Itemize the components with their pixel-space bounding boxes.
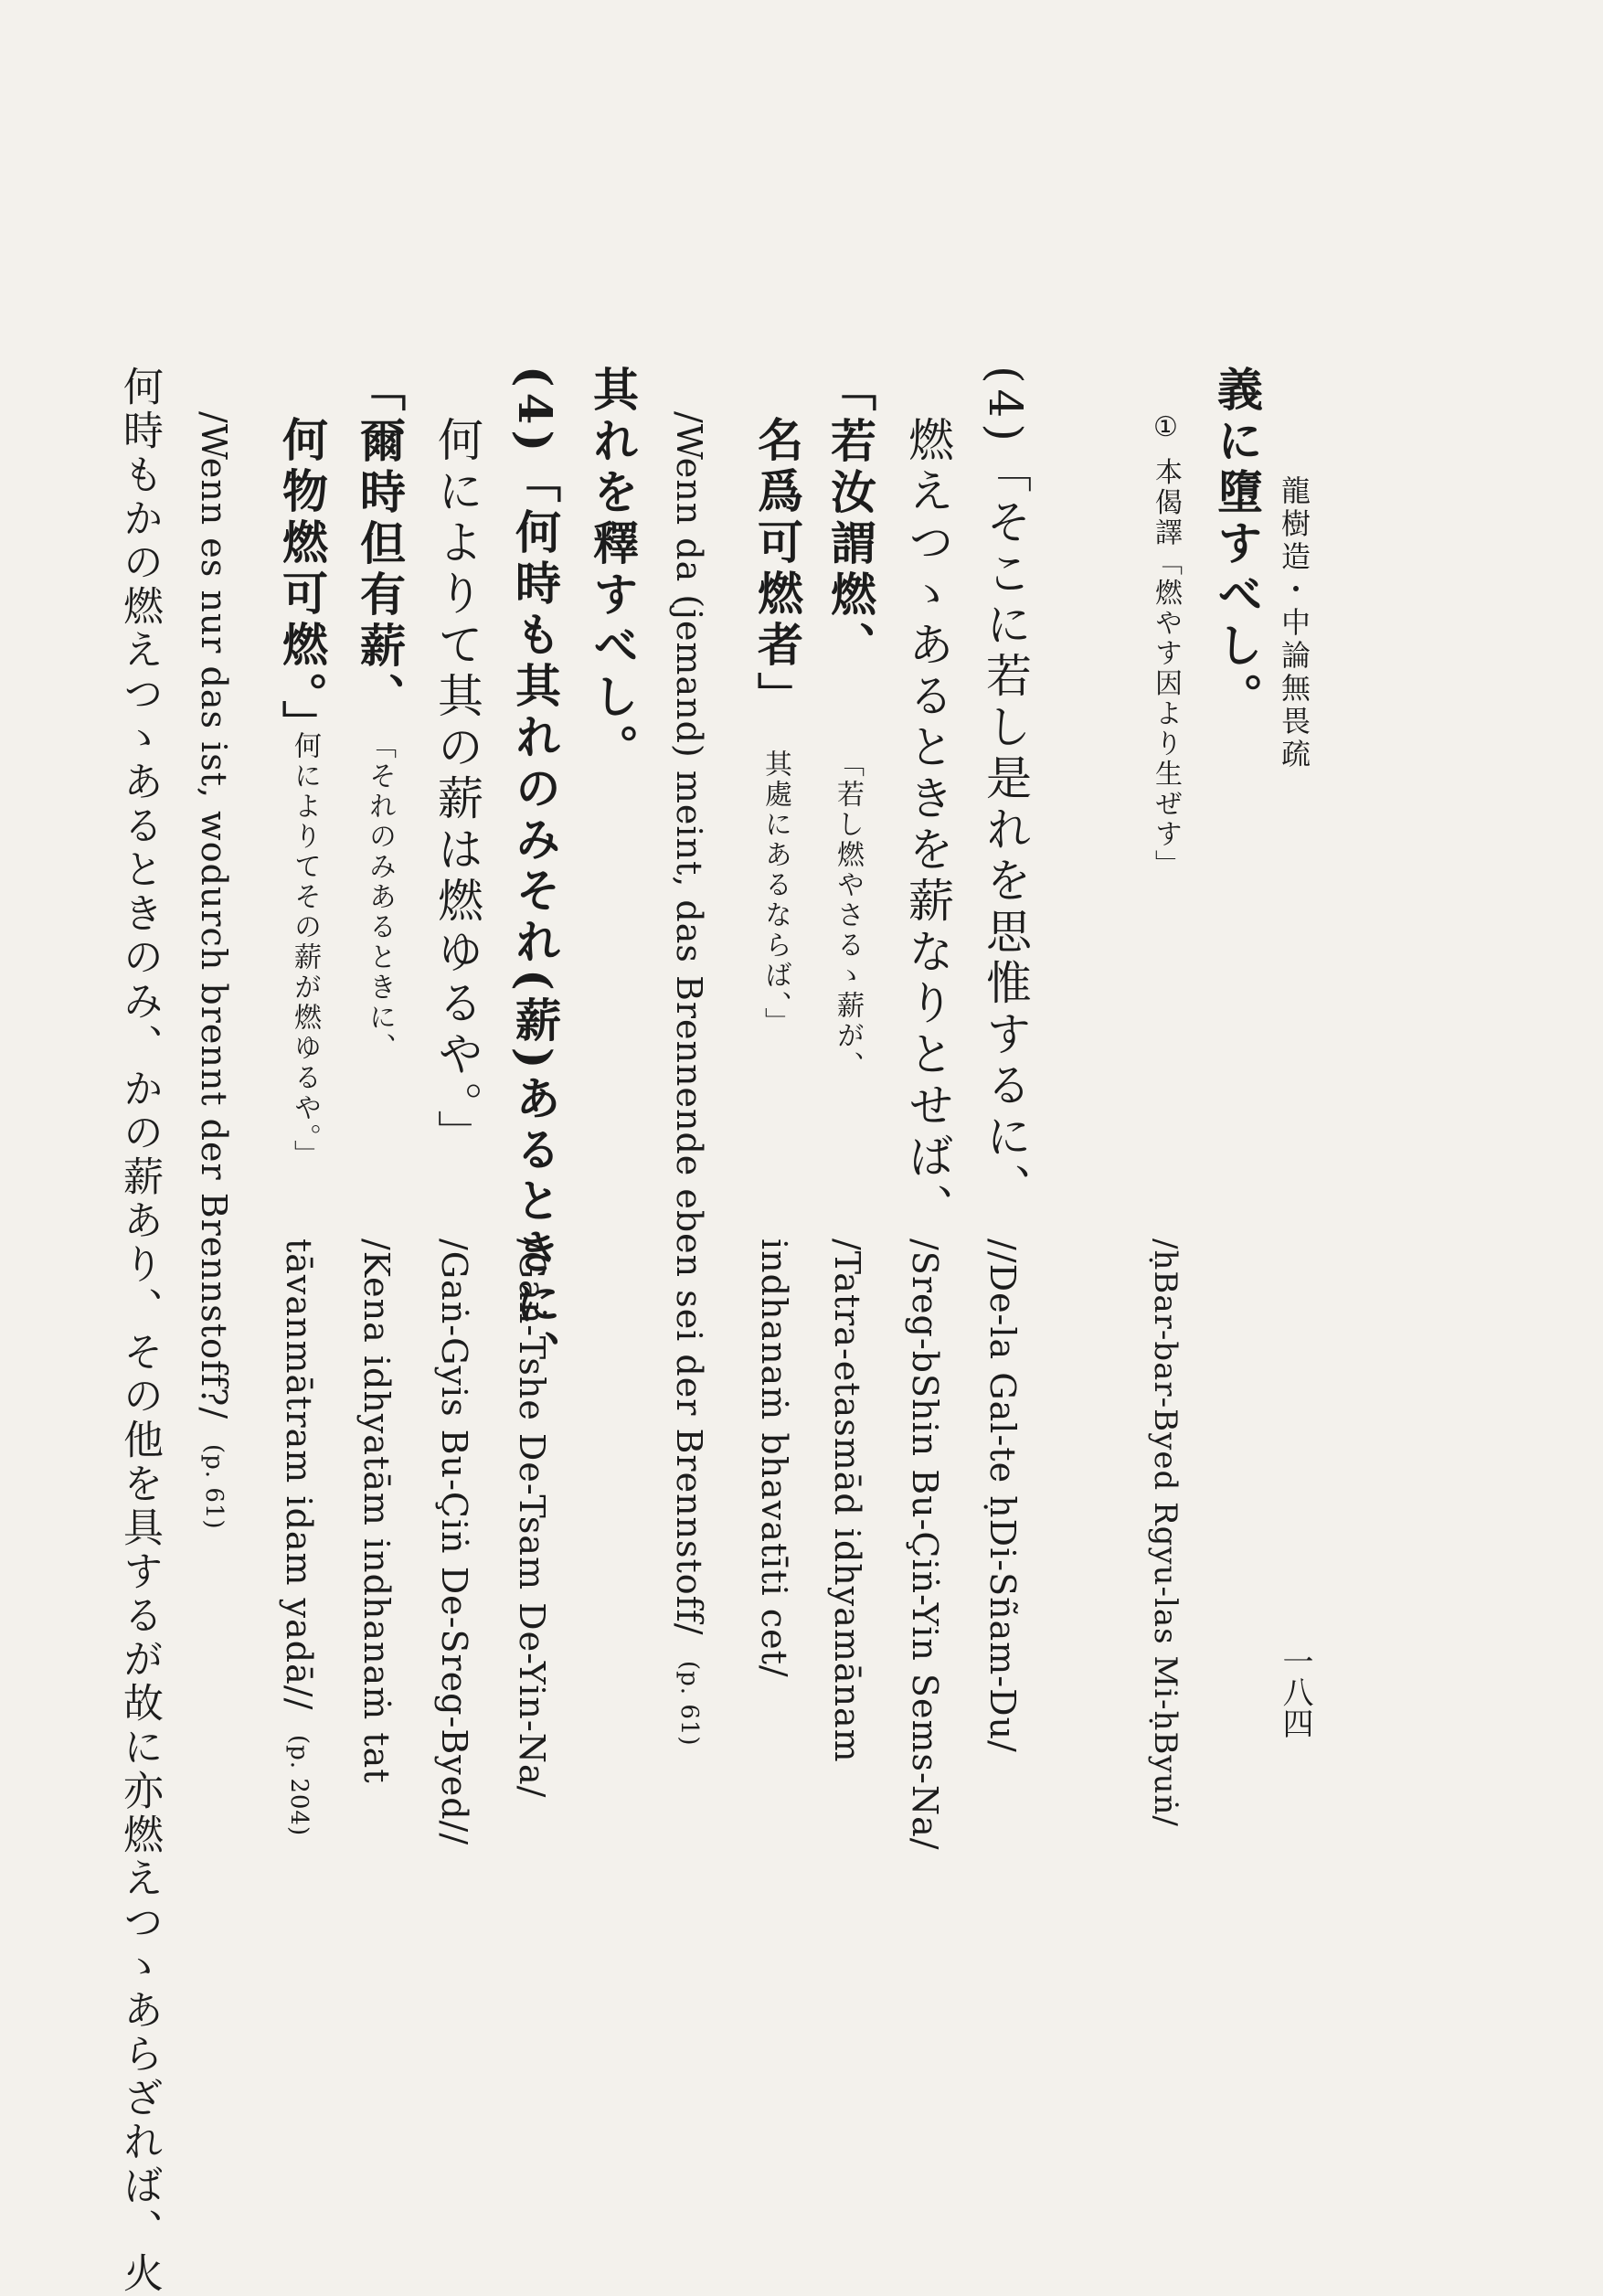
page-number: 一八四 [1277, 1645, 1313, 1738]
transliteration-line: /Gaṅ-Tshe De-Tsam De-Yin-Na/ [512, 1238, 552, 1799]
footnote-column: ① 本偈譯「燃やす因より生ぜす」 [1150, 411, 1182, 880]
transliteration-line: /Kena idhyatām indhanaṁ tat [356, 1238, 397, 1784]
translation-line [194, 411, 234, 1530]
gloss-column: 「それのみあるときに、 [364, 731, 396, 1063]
text-column: (4)「そこに若し是れを思惟するに、 [979, 366, 1032, 1215]
page-reference: (p. 61) [200, 1444, 228, 1530]
transliteration-line: //De-la Gal-te ḥDi-Sñam-Du/ [982, 1238, 1023, 1753]
running-title: 龍樹造・中論無畏疏 [1277, 475, 1311, 771]
text-column: 名爲可燃者」 [750, 416, 804, 723]
text-column: 「若汝謂燃、 [823, 366, 877, 673]
transliteration-line: /Gaṅ-Gyis Bu-Çiṅ De-Sreg-Byed// [434, 1238, 474, 1846]
text-column: 何物燃可燃。」 [275, 416, 329, 751]
text-column: 何によりて其の薪は燃ゆるや。」 [430, 416, 483, 1161]
translation-line [669, 411, 709, 1747]
transliteration-line: /ḥBar-bar-Byed Rgyu-las Mi-ḥByuṅ/ [1147, 1238, 1184, 1827]
text-column: 義に墮すべし。 [1210, 366, 1264, 724]
gloss-column: 何によりてその薪が燃ゆるや。」 [289, 731, 321, 1170]
transliteration-line [279, 1238, 319, 1837]
transliteration-text: tāvanmātram idam yadā// [279, 1238, 319, 1711]
transliteration-line: indhanaṁ bhavatīti cet/ [754, 1238, 794, 1678]
text-column: 燃えつゝあるときを薪なりとせば、 [901, 416, 954, 1235]
text-column: 何時もかの燃えつゝあるときのみ、かの薪あり、その他を具するが故に亦燃えつゝあらざれば、火 [116, 366, 163, 2296]
text-column: (4)「何時も其れのみそれ(薪)あるときに、 [508, 366, 562, 1382]
translation-text: /Wenn da (jemand) meint, das Brennende eben sei der Brennstoff/ [669, 411, 709, 1636]
gloss-column: 其處にあるならば、」 [759, 749, 791, 1037]
text-column: 其れを釋すべし。 [586, 366, 640, 775]
text-column: 「爾時但有薪、 [353, 366, 407, 724]
gloss-column: 「若し燃やさるゝ薪が、 [832, 749, 864, 1081]
transliteration-line: /Sreg-bShin Bu-Çiṅ-Yin Sems-Na/ [905, 1238, 945, 1851]
page-reference: (p. 204) [285, 1735, 313, 1837]
transliteration-line: /Tatra-etasmād idhyamānam [827, 1238, 867, 1763]
page-reference: (p. 61) [675, 1660, 703, 1747]
translation-text: /Wenn es nur das ist, wodurch brennt der Brennstoff?/ [194, 411, 234, 1420]
